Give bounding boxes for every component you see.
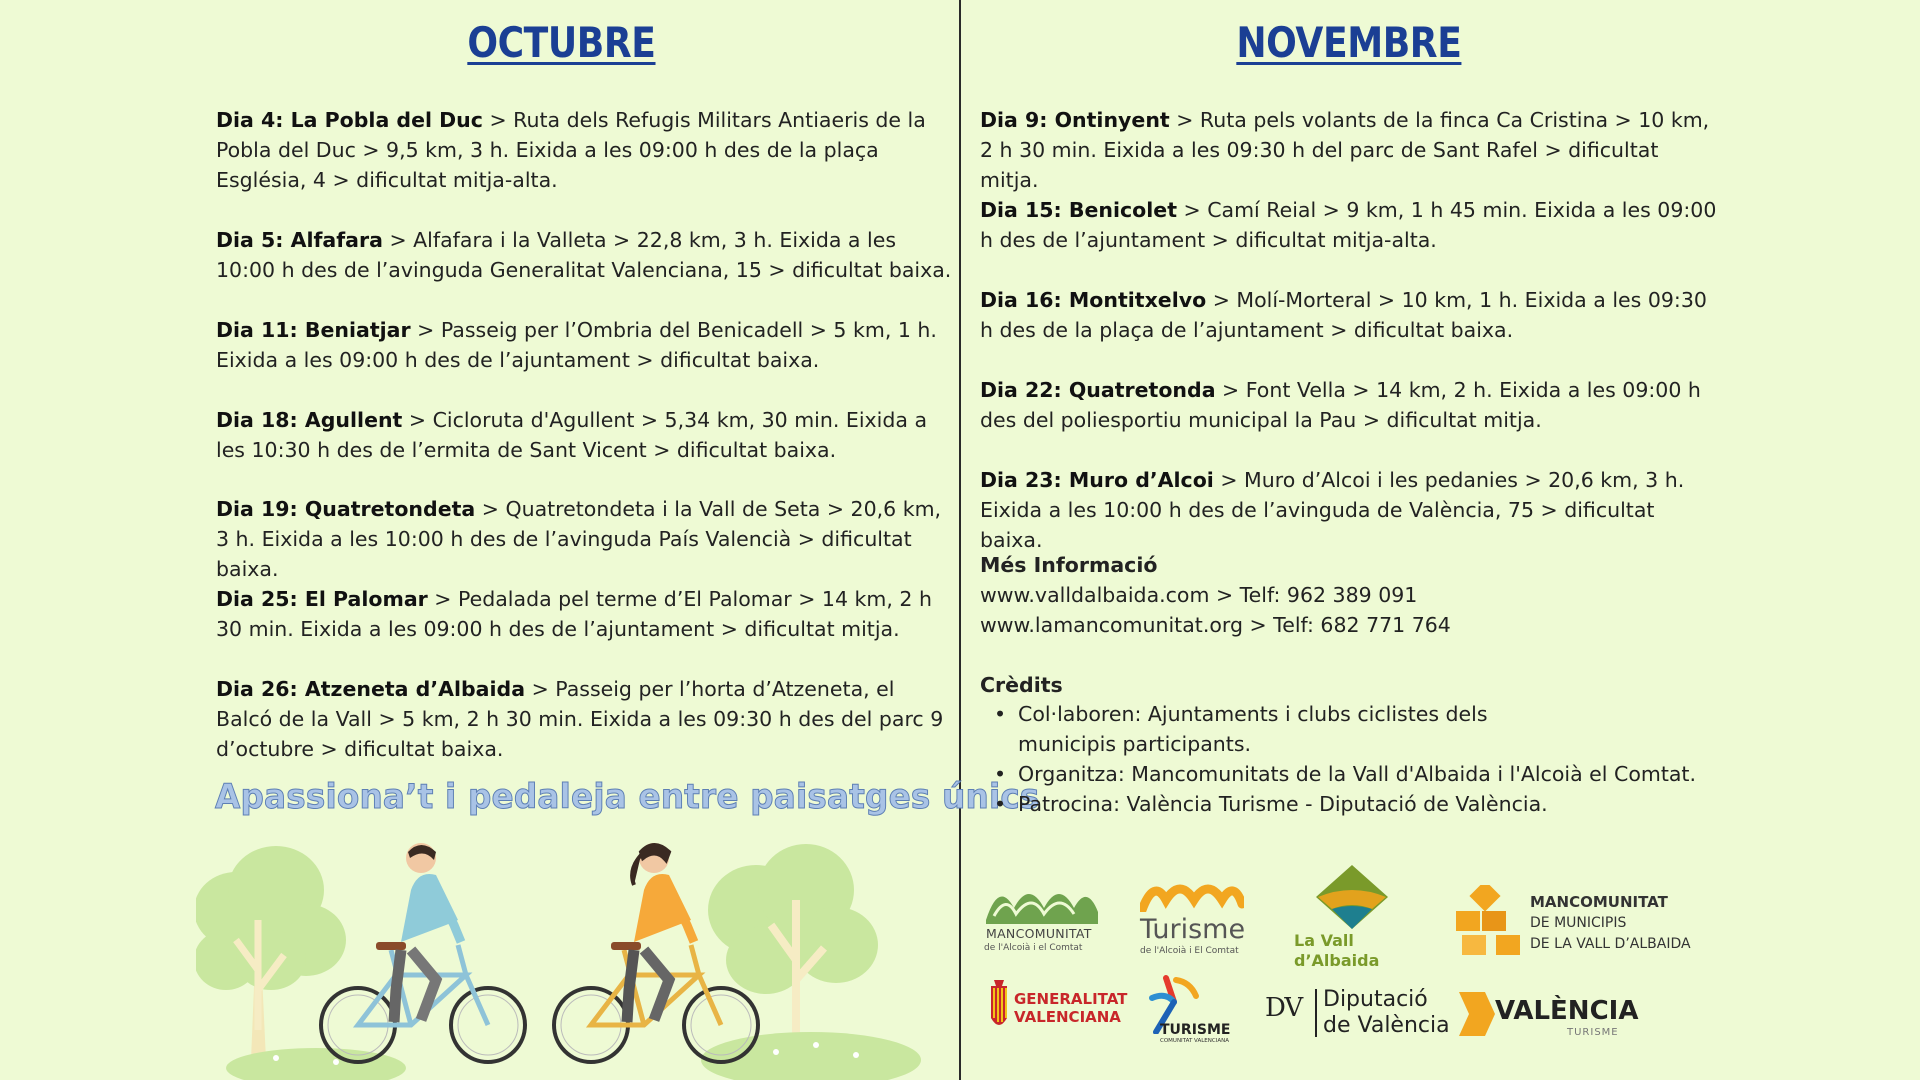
logo-text-line2: d’Albaida [1294,951,1380,970]
entry-text: > Muro d’Alcoi i les pedanies > 20,6 km, 3 h. Eixida a les 10:00 h des de l’avinguda de València, 75 > dificultat baixa. [980,468,1685,552]
octubre-title: OCTUBRE [467,18,656,67]
logo-la-vall-albaida [1290,863,1410,973]
entry-day: Dia 4: La Pobla del Duc [216,108,483,132]
tagline: Apassiona’t i pedaleja entre paisatges únics [215,777,1040,817]
logo-separator [1315,989,1317,1037]
vt-mark-icon [1455,988,1499,1040]
logo-text: TURISME [1160,1022,1231,1038]
octubre-entry-2 [216,225,956,285]
blocks-icon [1452,885,1524,957]
entry-text: > Camí Reial > 9 km, 1 h 45 min. Eixida a les 09:00 h des de l’ajuntament > dificultat mitja-alta. [980,198,1717,252]
mountain-icon [1140,878,1244,912]
octubre-entry-4 [216,405,956,465]
info-heading: Més Informació [980,553,1158,577]
entry-day: Dia 18: Agullent [216,408,403,432]
entry-text: > Passeig per l’Ombria del Benicadell > 5 km, 1 h. Eixida a les 09:00 h des de l’ajuntament > dificultat baixa. [216,318,937,372]
logo-subtext: de l'Alcoià i El Comtat [1140,946,1239,956]
tree-left [196,846,346,1060]
credits-list [980,699,1720,819]
entry-day: Dia 15: Benicolet [980,198,1177,222]
entry-text: > Cicloruta d'Agullent > 5,34 km, 30 min. Eixida a les 10:30 h des de l’ermita de Sant Vicent > dificultat baixa. [216,408,928,462]
entry-day: Dia 22: Quatretonda [980,378,1216,402]
novembre-title: NOVEMBRE [1236,18,1462,67]
octubre-entry-7 [216,674,956,764]
entry-day: Dia 19: Quatretondeta [216,497,476,521]
octubre-entry-3 [216,315,956,375]
logo-text: MANCOMUNITAT [986,926,1092,941]
info-line-valldalbaida[interactable]: www.valldalbaida.com > Telf: 962 389 091 [980,583,1418,607]
mountain-icon [984,880,1100,924]
novembre-entry-1 [980,105,1720,195]
logo-mark: DV [1265,993,1303,1023]
entry-day: Dia 26: Atzeneta d’Albaida [216,677,526,701]
cyclists-illustration [196,830,956,1080]
logo-text: VALÈNCIA [1495,996,1639,1026]
logo-text-line2: de València [1323,1013,1450,1038]
logo-text-line1: GENERALITAT [1014,990,1128,1008]
entry-day: Dia 5: Alfafara [216,228,383,252]
logo-diputacio [1265,985,1450,1045]
logo-turisme-cv [1142,974,1242,1048]
entry-day: Dia 16: Montitxelvo [980,288,1207,312]
novembre-entry-5 [980,465,1720,555]
credit-item: • Patrocina: València Turisme - Diputació de València. [980,789,1720,819]
entry-text: > Molí-Morteral > 10 km, 1 h. Eixida a les 09:30 h des de la plaça de l’ajuntament > dificultat baixa. [980,288,1707,342]
entry-text: > Ruta dels Refugis Militars Antiaeris de la Pobla del Duc > 9,5 km, 3 h. Eixida a les 09:00 h des de la plaça Església, 4 > dificultat mitja-alta. [216,108,926,192]
novembre-entry-3 [980,285,1720,345]
logo-subtext: de l'Alcoià i el Comtat [984,943,1083,953]
logo-text-line3: DE LA VALL D’ALBAIDA [1530,936,1691,952]
logo-text-line2: VALENCIANA [1014,1008,1121,1026]
octubre-entry-1 [216,105,956,195]
logo-subtext: COMUNITAT VALENCIANA [1160,1038,1229,1044]
logo-text-line1: MANCOMUNITAT [1530,893,1668,911]
octubre-entry-5 [216,494,956,584]
logo-text-line1: Diputació [1323,987,1428,1012]
divider [959,0,961,1080]
novembre-entry-4 [980,375,1720,435]
logo-text-line2: DE MUNICIPIS [1530,915,1627,931]
logo-valencia-turisme [1455,988,1639,1044]
cyclist-1 [321,843,525,1062]
logo-subtext: TURISME [1567,1027,1619,1038]
logo-generalitat [988,978,1128,1038]
credit-item: • Col·laboren: Ajuntaments i clubs ciclistes dels municipis participants. [980,699,1590,759]
entry-text: > Font Vella > 14 km, 2 h. Eixida a les 09:00 h des del poliesportiu municipal la Pau > dificultat mitja. [980,378,1701,432]
entry-day: Dia 23: Muro d’Alcoi [980,468,1214,492]
info-line-lamancomunitat[interactable]: www.lamancomunitat.org > Telf: 682 771 764 [980,613,1451,637]
entry-day: Dia 9: Ontinyent [980,108,1170,132]
entry-day: Dia 11: Beniatjar [216,318,411,342]
octubre-entry-6 [216,584,956,644]
entry-text: > Quatretondeta i la Vall de Seta > 20,6 km, 3 h. Eixida a les 10:00 h des de l’avinguda País Valencià > dificultat baixa. [216,497,942,581]
credit-item: • Organitza: Mancomunitats de la Vall d'Albaida i l'Alcoià el Comtat. [980,759,1720,789]
diamond-landscape-icon [1312,863,1392,933]
novembre-entry-2 [980,195,1720,255]
logo-mancomunitat-alcoia [982,880,1102,958]
entry-day: Dia 25: El Palomar [216,587,428,611]
bush-right [701,1032,921,1080]
logo-turisme-alcoia [1138,878,1248,958]
entry-text: > Pedalada pel terme d’El Palomar > 14 km, 2 h 30 min. Eixida a les 09:00 h des de l’ajuntament > dificultat mitja. [216,587,932,641]
crest-icon [988,978,1010,1036]
credits-heading: Crèdits [980,673,1063,697]
entry-text: > Alfafara i la Valleta > 22,8 km, 3 h. Eixida a les 10:00 h des de l’avinguda Generalitat Valenciana, 15 > dificultat baixa. [216,228,952,282]
entry-text: > Passeig per l’horta d’Atzeneta, el Balcó de la Vall > 5 km, 2 h 30 min. Eixida a les 09:30 h des del parc 9 d’octubre > dificultat baixa. [216,677,944,761]
logo-text: Turisme [1140,914,1246,945]
logo-text-line1: La Vall [1294,931,1354,950]
logo-mancomunitat-vall [1452,885,1712,957]
entry-text: > Ruta pels volants de la finca Ca Cristina > 10 km, 2 h 30 min. Eixida a les 09:30 h del parc de Sant Rafel > dificultat mitja. [980,108,1710,192]
